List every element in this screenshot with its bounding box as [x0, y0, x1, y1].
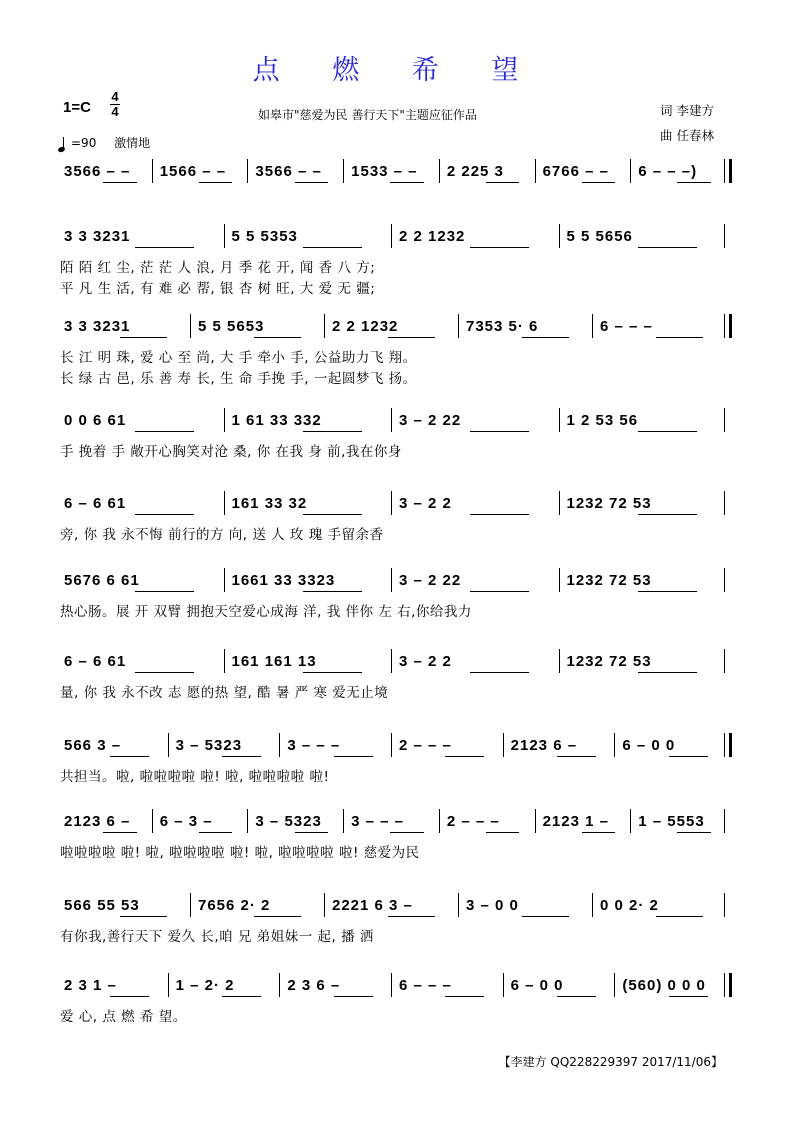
bar-line: [224, 568, 225, 592]
beam-underline: [222, 756, 261, 757]
measure: 1566 – –: [159, 163, 227, 180]
bar-line: [630, 159, 631, 183]
beam-underline: [199, 182, 233, 183]
bar-line: [224, 408, 225, 432]
measure: 2 3 1 –: [64, 977, 117, 994]
notation-line: [60, 163, 730, 185]
measure: 5 5 5653: [198, 318, 265, 335]
beam-underline: [656, 337, 703, 338]
bar-line: [152, 159, 153, 183]
end-bar-line: [724, 568, 725, 592]
beam-underline: [334, 996, 373, 997]
end-bar-line: [724, 314, 732, 338]
measure: 6 – 3 –: [159, 813, 213, 830]
measure: 3 3 3231: [64, 228, 131, 245]
measure: 3 – 2 22: [399, 572, 462, 589]
beam-underline: [303, 591, 362, 592]
measure: 2123 6 –: [510, 737, 578, 754]
beam-underline: [486, 182, 520, 183]
measure: 161 33 32: [231, 495, 308, 512]
measure: 1232 72 53: [566, 495, 652, 512]
beam-underline: [638, 672, 697, 673]
bar-line: [343, 809, 344, 833]
measure: 6766 – –: [542, 163, 609, 180]
bar-line: [559, 408, 560, 432]
bar-line: [224, 224, 225, 248]
lyric-line: 量, 你 我 永不改 志 愿的热 望, 酷 暑 严 寒 爱无止境: [60, 685, 389, 701]
end-bar-line: [724, 733, 732, 757]
bar-line: [592, 893, 593, 917]
beam-underline: [445, 756, 484, 757]
beam-underline: [303, 672, 362, 673]
beam-underline: [120, 337, 167, 338]
bar-line: [190, 893, 191, 917]
lyric-line: 有你我,善行天下 爱久 长,咱 兄 弟姐妹一 起, 播 洒: [60, 929, 374, 945]
tempo-value: =90: [71, 136, 97, 150]
measure: 3566 – –: [255, 163, 322, 180]
measure: 2 225 3: [446, 163, 504, 180]
beam-underline: [445, 996, 484, 997]
measure: 5676 6 61: [64, 572, 140, 589]
notation-line: [60, 495, 730, 517]
measure: 3 – – –: [351, 813, 405, 830]
bar-line: [630, 809, 631, 833]
measure: 161 161 13: [231, 653, 317, 670]
beam-underline: [110, 996, 149, 997]
bar-line: [324, 314, 325, 338]
measure: 566 3 –: [64, 737, 122, 754]
beam-underline: [470, 431, 529, 432]
measure: 1661 33 3323: [231, 572, 336, 589]
measure: 2123 1 –: [542, 813, 609, 830]
bar-line: [439, 159, 440, 183]
lyric-line: 手 挽着 手 敞开心胸笑对沧 桑, 你 在我 身 前,我在你身: [60, 444, 402, 460]
measure: 2 – – –: [399, 737, 452, 754]
measure: (560) 0 0 0: [622, 977, 706, 994]
beam-underline: [135, 431, 194, 432]
beam-underline: [110, 756, 149, 757]
bar-line: [391, 491, 392, 515]
measure: 6 – 0 0: [510, 977, 564, 994]
measure: 2 2 1232: [332, 318, 399, 335]
end-bar-line: [724, 159, 732, 183]
bar-line: [535, 809, 536, 833]
measure: 6 – – –): [638, 163, 698, 180]
end-bar-line: [724, 973, 732, 997]
measure: 3 – 2 2: [399, 495, 452, 512]
notation-line: [60, 228, 730, 250]
measure: 3566 – –: [64, 163, 131, 180]
tempo-marking: [63, 134, 150, 151]
beam-underline: [470, 247, 529, 248]
beam-underline: [669, 756, 708, 757]
bar-line: [168, 973, 169, 997]
bar-line: [503, 973, 504, 997]
beam-underline: [486, 832, 520, 833]
tempo-expression: 激情地: [114, 136, 151, 150]
lyric-line: 热心肠。展 开 双臂 拥抱天空爱心成海 洋, 我 伴你 左 右,你给我力: [60, 604, 472, 620]
lyric-line: 长 绿 古 邑, 乐 善 寿 长, 生 命 手挽 手, 一起圆梦飞 扬。: [60, 371, 417, 387]
beam-underline: [470, 514, 529, 515]
lyric-line: 旁, 你 我 永不悔 前行的方 向, 送 人 玫 瑰 手留余香: [60, 527, 384, 543]
song-title: 点 燃 希 望: [252, 55, 541, 86]
beam-underline: [103, 182, 137, 183]
beam-underline: [103, 832, 137, 833]
beam-underline: [656, 916, 703, 917]
bar-line: [247, 159, 248, 183]
bar-line: [614, 733, 615, 757]
time-signature: [110, 90, 120, 119]
beam-underline: [334, 756, 373, 757]
measure: 5 5 5656: [566, 228, 633, 245]
measure: 3 3 3231: [64, 318, 131, 335]
bar-line: [168, 733, 169, 757]
measure: 6 – 6 61: [64, 653, 127, 670]
beam-underline: [222, 996, 261, 997]
measure: 2123 6 –: [64, 813, 131, 830]
lyric-line: 陌 陌 红 尘, 茫 茫 人 浪, 月 季 花 开, 闻 香 八 方;: [60, 260, 376, 276]
bar-line: [224, 491, 225, 515]
key-signature: 1=C: [63, 99, 91, 116]
end-bar-line: [724, 408, 725, 432]
bar-line: [592, 314, 593, 338]
measure: 1533 – –: [351, 163, 418, 180]
bar-line: [439, 809, 440, 833]
beam-underline: [254, 337, 301, 338]
bar-line: [458, 893, 459, 917]
measure: 1 – 2· 2: [175, 977, 235, 994]
beam-underline: [582, 182, 616, 183]
beam-underline: [638, 514, 697, 515]
composer-credit: 曲 任春林: [660, 128, 714, 143]
end-bar-line: [724, 649, 725, 673]
measure: 3 – 5323: [175, 737, 243, 754]
notation-line: [60, 737, 730, 759]
beam-underline: [254, 916, 301, 917]
bar-line: [224, 649, 225, 673]
bar-line: [391, 408, 392, 432]
bar-line: [279, 973, 280, 997]
measure: 6 – 0 0: [622, 737, 676, 754]
beam-underline: [669, 996, 708, 997]
bar-line: [279, 733, 280, 757]
measure: 0 0 2· 2: [600, 897, 659, 914]
beam-underline: [135, 514, 194, 515]
beam-underline: [522, 916, 569, 917]
measure: 6 – – –: [399, 977, 452, 994]
end-bar-line: [724, 809, 725, 833]
notation-line: [60, 977, 730, 999]
bar-line: [391, 733, 392, 757]
beam-underline: [295, 832, 329, 833]
measure: 3 – 0 0: [466, 897, 519, 914]
end-bar-line: [724, 893, 725, 917]
measure: 1 2 53 56: [566, 412, 639, 429]
bar-line: [391, 224, 392, 248]
bar-line: [152, 809, 153, 833]
beam-underline: [638, 431, 697, 432]
measure: 566 55 53: [64, 897, 140, 914]
bar-line: [559, 649, 560, 673]
subtitle: 如皋市"慈爱为民 善行天下"主题应征作品: [258, 108, 477, 122]
measure: 3 – 2 22: [399, 412, 462, 429]
bar-line: [324, 893, 325, 917]
quarter-note-icon: [63, 137, 69, 149]
bar-line: [535, 159, 536, 183]
bar-line: [343, 159, 344, 183]
end-bar-line: [724, 224, 725, 248]
measure: 3 – 5323: [255, 813, 322, 830]
bar-line: [391, 649, 392, 673]
bar-line: [559, 491, 560, 515]
beam-underline: [557, 756, 596, 757]
beam-underline: [677, 832, 711, 833]
measure: 2221 6 3 –: [332, 897, 413, 914]
bar-line: [503, 733, 504, 757]
beam-underline: [470, 591, 529, 592]
notation-line: [60, 897, 730, 919]
beam-underline: [135, 247, 194, 248]
measure: 1232 72 53: [566, 653, 652, 670]
lyric-line: 啦啦啦啦 啦! 啦, 啦啦啦啦 啦! 啦, 啦啦啦啦 啦! 慈爱为民: [60, 845, 420, 861]
measure: 7656 2· 2: [198, 897, 271, 914]
notation-line: [60, 813, 730, 835]
beam-underline: [522, 337, 569, 338]
measure: 2 – – –: [446, 813, 500, 830]
beam-underline: [303, 514, 362, 515]
beam-underline: [638, 247, 697, 248]
end-bar-line: [724, 491, 725, 515]
beam-underline: [388, 337, 435, 338]
bar-line: [559, 224, 560, 248]
measure: 6 – – –: [600, 318, 653, 335]
beam-underline: [557, 996, 596, 997]
beam-underline: [120, 916, 167, 917]
beam-underline: [135, 672, 194, 673]
notation-line: [60, 318, 730, 340]
beam-underline: [390, 832, 424, 833]
measure: 2 2 1232: [399, 228, 466, 245]
bar-line: [391, 568, 392, 592]
beam-underline: [199, 832, 233, 833]
notation-line: [60, 653, 730, 675]
lyric-line: 长 江 明 珠, 爱 心 至 尚, 大 手 牵小 手, 公益助力飞 翔。: [60, 350, 417, 366]
time-signature-bottom: 4: [111, 104, 119, 119]
measure: 3 – – –: [287, 737, 341, 754]
measure: 2 3 6 –: [287, 977, 341, 994]
measure: 1 – 5553: [638, 813, 705, 830]
bar-line: [559, 568, 560, 592]
measure: 6 – 6 61: [64, 495, 127, 512]
time-signature-top: 4: [111, 89, 119, 104]
beam-underline: [388, 916, 435, 917]
measure: 1 61 33 332: [231, 412, 322, 429]
lyric-line: 爱 心, 点 燃 希 望。: [60, 1009, 187, 1025]
lyric-line: 共担当。啦, 啦啦啦啦 啦! 啦, 啦啦啦啦 啦!: [60, 769, 330, 785]
beam-underline: [303, 431, 362, 432]
measure: 5 5 5353: [231, 228, 298, 245]
lyricist-credit: 词 李建方: [660, 103, 714, 118]
measure: 1232 72 53: [566, 572, 652, 589]
bar-line: [247, 809, 248, 833]
measure: 0 0 6 61: [64, 412, 127, 429]
bar-line: [614, 973, 615, 997]
bar-line: [391, 973, 392, 997]
beam-underline: [295, 182, 329, 183]
beam-underline: [677, 182, 711, 183]
notation-line: [60, 412, 730, 434]
measure: 7353 5· 6: [466, 318, 539, 335]
bar-line: [190, 314, 191, 338]
beam-underline: [638, 591, 697, 592]
beam-underline: [303, 247, 362, 248]
bar-line: [458, 314, 459, 338]
beam-underline: [582, 832, 616, 833]
beam-underline: [390, 182, 424, 183]
beam-underline: [470, 672, 529, 673]
beam-underline: [135, 591, 194, 592]
lyric-line: 平 凡 生 活, 有 难 必 帮, 银 杏 树 旺, 大 爱 无 疆;: [60, 281, 376, 297]
measure: 3 – 2 2: [399, 653, 452, 670]
notation-line: [60, 572, 730, 594]
footer-credit: 【李建方 QQ228229397 2017/11/06】: [498, 1055, 723, 1069]
